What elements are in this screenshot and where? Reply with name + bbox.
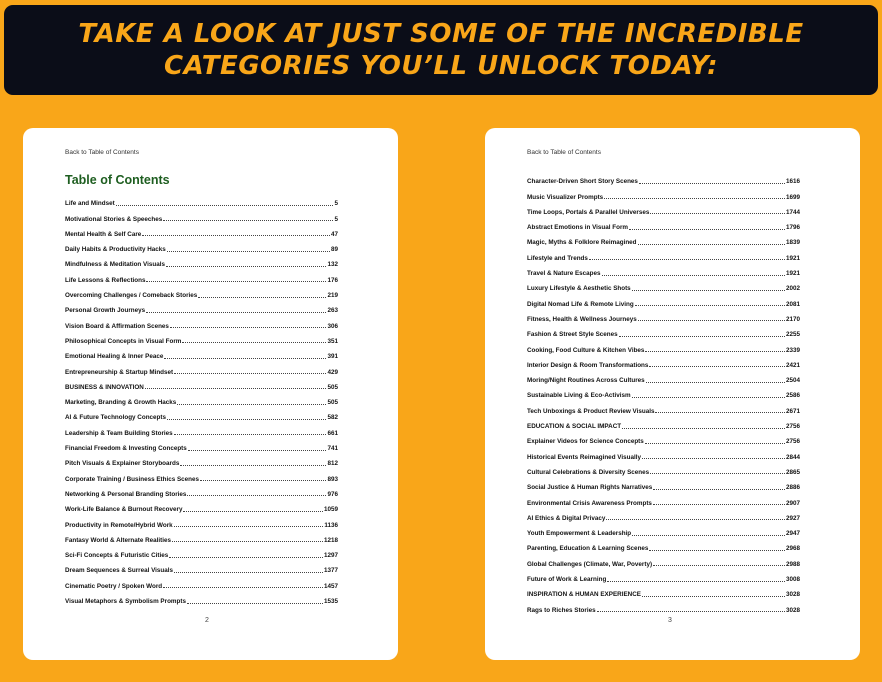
toc-entry-label: Rags to Riches Stories: [527, 606, 596, 614]
toc-entry[interactable]: [527, 461, 800, 476]
toc-entry[interactable]: [527, 170, 800, 185]
toc-entry-label: Moring/Night Routines Across Cultures: [527, 377, 645, 385]
toc-entry-label: Historical Events Reimagined Visually: [527, 453, 641, 461]
toc-entry-label: Social Justice & Human Rights Narratives: [527, 484, 653, 492]
dot-leader: [169, 557, 323, 558]
toc-entry-page: 2586: [785, 392, 800, 400]
toc-entry-page: 1839: [785, 239, 800, 247]
dot-leader: [622, 428, 785, 429]
dot-leader: [166, 266, 327, 267]
toc-entry-page: 1535: [323, 598, 338, 606]
toc-entry[interactable]: [527, 185, 800, 200]
toc-entry-page: 2844: [785, 453, 800, 461]
toc-entry-label: Pitch Visuals & Explainer Storyboards: [65, 460, 180, 468]
dot-leader: [145, 388, 327, 389]
dot-leader: [602, 275, 785, 276]
toc-entry-page: 2968: [785, 545, 800, 553]
dot-leader: [183, 511, 323, 512]
toc-entry-label: EDUCATION & SOCIAL IMPACT: [527, 423, 622, 431]
toc-entry-label: Leadership & Team Building Stories: [65, 429, 173, 437]
toc-entry[interactable]: [65, 360, 338, 375]
toc-entry-label: Youth Empowerment & Leadership: [527, 530, 632, 538]
toc-entry-page: 2756: [785, 423, 800, 431]
toc-entry-label: AI Ethics & Digital Privacy: [527, 514, 606, 522]
toc-entry-page: 2255: [785, 331, 800, 339]
toc-entry[interactable]: [527, 277, 800, 292]
dot-leader: [632, 290, 785, 291]
toc-entry-label: Philosophical Concepts in Visual Form: [65, 337, 182, 345]
toc-entry[interactable]: [65, 421, 338, 436]
toc-entry-page: 5: [334, 215, 338, 223]
toc-entry-label: Corporate Training / Business Ethics Scenes: [65, 475, 200, 483]
toc-entry-page: 2907: [785, 499, 800, 507]
toc-entry[interactable]: [65, 452, 338, 467]
toc-entry[interactable]: [527, 308, 800, 323]
dot-leader: [649, 366, 785, 367]
dot-leader: [629, 229, 785, 230]
toc-entry-label: Tech Unboxings & Product Review Visuals: [527, 407, 655, 415]
toc-entry-page: 2421: [785, 361, 800, 369]
toc-entry[interactable]: [65, 345, 338, 360]
dot-leader: [653, 565, 785, 566]
toc-entry[interactable]: [527, 415, 800, 430]
toc-entry-label: Dream Sequences & Surreal Visuals: [65, 567, 174, 575]
toc-entry[interactable]: [527, 369, 800, 384]
toc-entry-page: 2671: [785, 407, 800, 415]
toc-title: Table of Contents: [65, 173, 170, 187]
headline-banner: [4, 5, 878, 95]
toc-entry[interactable]: [527, 231, 800, 246]
toc-entry-label: Cultural Celebrations & Diversity Scenes: [527, 468, 650, 476]
dot-leader: [172, 541, 323, 542]
toc-entry-label: Sci-Fi Concepts & Futuristic Cities: [65, 552, 169, 560]
dot-leader: [198, 297, 326, 298]
dot-leader: [187, 603, 323, 604]
toc-entry-page: 2504: [785, 377, 800, 385]
toc-entry[interactable]: [65, 268, 338, 283]
toc-entry-page: 429: [327, 368, 338, 376]
toc-entry[interactable]: [527, 323, 800, 338]
toc-entry-page: 893: [327, 475, 338, 483]
toc-entry-page: 1699: [785, 193, 800, 201]
toc-entry[interactable]: [65, 559, 338, 574]
toc-entry[interactable]: [527, 354, 800, 369]
toc-entry-page: 505: [327, 383, 338, 391]
toc-entry-label: Mental Health & Self Care: [65, 230, 142, 238]
toc-entry-label: Music Visualizer Prompts: [527, 193, 604, 201]
dot-leader: [182, 342, 326, 343]
toc-entry-page: 2002: [785, 285, 800, 293]
toc-entry[interactable]: [527, 262, 800, 277]
toc-entry[interactable]: [65, 253, 338, 268]
dot-leader: [649, 550, 785, 551]
dot-leader: [619, 336, 785, 337]
toc-entry[interactable]: [527, 568, 800, 583]
toc-entry-page: 1297: [323, 552, 338, 560]
toc-entry-label: Fantasy World & Alternate Realities: [65, 536, 172, 544]
toc-page-right: [485, 128, 860, 660]
toc-page-left: [23, 128, 398, 660]
toc-list-right: [527, 170, 800, 614]
dot-leader: [653, 504, 785, 505]
toc-entry-page: 1377: [323, 567, 338, 575]
back-to-toc-link[interactable]: Back to Table of Contents: [65, 149, 139, 156]
dot-leader: [639, 183, 785, 184]
toc-entry-label: Emotional Healing & Inner Peace: [65, 353, 164, 361]
toc-entry[interactable]: [527, 552, 800, 567]
dot-leader: [650, 213, 785, 214]
toc-entry-label: Cooking, Food Culture & Kitchen Vibes: [527, 346, 645, 354]
toc-entry-label: BUSINESS & INNOVATION: [65, 383, 144, 391]
headline-line-1: TAKE A LOOK AT JUST SOME OF THE INCREDIBLE: [78, 19, 804, 49]
toc-entry-label: Vision Board & Affirmation Scenes: [65, 322, 169, 330]
dot-leader: [180, 465, 326, 466]
toc-entry[interactable]: [65, 284, 338, 299]
toc-entry-label: Abstract Emotions in Visual Form: [527, 224, 629, 232]
toc-entry-label: Parenting, Education & Learning Scenes: [527, 545, 649, 553]
page-number: 2: [205, 617, 209, 624]
dot-leader: [167, 419, 326, 420]
toc-entry-label: Interior Design & Room Transformations: [527, 361, 649, 369]
toc-entry[interactable]: [65, 192, 338, 207]
toc-entry-page: 3008: [785, 576, 800, 584]
dot-leader: [188, 450, 327, 451]
toc-entry-label: Cinematic Poetry / Spoken Word: [65, 582, 163, 590]
toc-entry-label: Character-Driven Short Story Scenes: [527, 178, 638, 186]
toc-entry[interactable]: [527, 445, 800, 460]
toc-entry[interactable]: [527, 491, 800, 506]
toc-entry-label: Networking & Personal Branding Stories: [65, 490, 187, 498]
toc-entry[interactable]: [65, 467, 338, 482]
toc-entry-label: Productivity in Remote/Hybrid Work: [65, 521, 173, 529]
toc-entry-page: 263: [327, 307, 338, 315]
back-to-toc-link[interactable]: Back to Table of Contents: [527, 149, 601, 156]
dot-leader: [174, 434, 327, 435]
toc-entry[interactable]: [65, 574, 338, 589]
toc-entry[interactable]: [65, 483, 338, 498]
dot-leader: [174, 572, 323, 573]
toc-entry[interactable]: [65, 376, 338, 391]
toc-entry-label: Magic, Myths & Folklore Reimagined: [527, 239, 637, 247]
toc-entry-page: 2170: [785, 315, 800, 323]
toc-entry-label: Work-Life Balance & Burnout Recovery: [65, 506, 183, 514]
dot-leader: [163, 220, 333, 221]
dot-leader: [177, 404, 326, 405]
toc-entry[interactable]: [65, 238, 338, 253]
toc-entry-label: Visual Metaphors & Symbolism Prompts: [65, 598, 186, 606]
toc-entry-page: 1616: [785, 178, 800, 186]
toc-entry-page: 5: [334, 200, 338, 208]
toc-entry-label: Sustainable Living & Eco-Activism: [527, 392, 631, 400]
toc-entry[interactable]: [527, 292, 800, 307]
dot-leader: [632, 397, 785, 398]
toc-entry-label: Luxury Lifestyle & Aesthetic Shots: [527, 285, 631, 293]
toc-entry-page: 1744: [785, 208, 800, 216]
toc-entry-page: 2886: [785, 484, 800, 492]
dot-leader: [167, 251, 330, 252]
toc-entry[interactable]: [527, 384, 800, 399]
toc-entry-label: Personal Growth Journeys: [65, 307, 146, 315]
toc-entry-page: 2339: [785, 346, 800, 354]
toc-entry-label: Motivational Stories & Speeches: [65, 215, 163, 223]
toc-entry-page: 505: [327, 399, 338, 407]
toc-entry-page: 976: [327, 490, 338, 498]
dot-leader: [174, 526, 324, 527]
dot-leader: [642, 596, 785, 597]
toc-entry[interactable]: [527, 399, 800, 414]
dot-leader: [174, 373, 326, 374]
toc-entry-label: Fashion & Street Style Scenes: [527, 331, 618, 339]
toc-entry-label: Financial Freedom & Investing Concepts: [65, 445, 187, 453]
toc-entry-page: 219: [327, 292, 338, 300]
toc-entry-label: Entrepreneurship & Startup Mindset: [65, 368, 174, 376]
dot-leader: [646, 382, 785, 383]
toc-entry[interactable]: [527, 507, 800, 522]
toc-entry-label: Overcoming Challenges / Comeback Stories: [65, 292, 198, 300]
toc-entry-page: 391: [327, 353, 338, 361]
toc-entry-page: 1457: [323, 582, 338, 590]
toc-entry-page: 3028: [785, 606, 800, 614]
toc-entry-page: 812: [327, 460, 338, 468]
toc-entry-label: Travel & Nature Escapes: [527, 270, 601, 278]
toc-entry-label: Life and Mindset: [65, 200, 115, 208]
dot-leader: [164, 358, 326, 359]
toc-entry-page: 351: [327, 337, 338, 345]
dot-leader: [642, 458, 785, 459]
dot-leader: [116, 205, 334, 206]
toc-entry-page: 1218: [323, 536, 338, 544]
toc-entry-label: Digital Nomad Life & Remote Living: [527, 300, 634, 308]
dot-leader: [589, 259, 785, 260]
toc-entry-label: Future of Work & Learning: [527, 576, 607, 584]
toc-entry-label: Daily Habits & Productivity Hacks: [65, 246, 166, 254]
toc-entry-label: Fitness, Health & Wellness Journeys: [527, 315, 637, 323]
dot-leader: [170, 327, 327, 328]
toc-entry-page: 2081: [785, 300, 800, 308]
dot-leader: [604, 198, 785, 199]
dot-leader: [200, 480, 326, 481]
toc-entry-page: 2927: [785, 514, 800, 522]
toc-entry[interactable]: [527, 338, 800, 353]
dot-leader: [632, 535, 785, 536]
toc-entry[interactable]: [65, 544, 338, 559]
toc-entry[interactable]: [65, 406, 338, 421]
toc-entry[interactable]: [527, 216, 800, 231]
toc-entry[interactable]: [65, 223, 338, 238]
toc-entry[interactable]: [527, 201, 800, 216]
dot-leader: [163, 587, 323, 588]
dot-leader: [645, 443, 785, 444]
toc-entry[interactable]: [65, 590, 338, 605]
toc-entry-page: 1921: [785, 254, 800, 262]
toc-entry-label: Mindfulness & Meditation Visuals: [65, 261, 165, 269]
dot-leader: [146, 281, 326, 282]
toc-entry[interactable]: [65, 513, 338, 528]
dot-leader: [146, 312, 326, 313]
toc-entry-label: Life Lessons & Reflections: [65, 276, 146, 284]
toc-entry-page: 1921: [785, 270, 800, 278]
toc-entry-page: 89: [330, 246, 338, 254]
toc-entry[interactable]: [65, 314, 338, 329]
toc-entry[interactable]: [527, 537, 800, 552]
dot-leader: [645, 351, 785, 352]
toc-entry[interactable]: [65, 529, 338, 544]
toc-entry[interactable]: [65, 299, 338, 314]
toc-entry[interactable]: [527, 598, 800, 613]
toc-entry-label: Environmental Crisis Awareness Prompts: [527, 499, 652, 507]
toc-entry-page: 1136: [324, 521, 338, 529]
toc-entry[interactable]: [65, 498, 338, 513]
dot-leader: [650, 473, 785, 474]
toc-entry[interactable]: [65, 391, 338, 406]
toc-entry-page: 661: [327, 429, 338, 437]
toc-entry[interactable]: [527, 430, 800, 445]
toc-entry-page: 132: [327, 261, 338, 269]
toc-entry[interactable]: [65, 207, 338, 222]
toc-entry[interactable]: [527, 522, 800, 537]
toc-entry-page: 176: [327, 276, 338, 284]
dot-leader: [187, 495, 326, 496]
dot-leader: [653, 489, 785, 490]
toc-entry-page: 3028: [785, 591, 800, 599]
dot-leader: [638, 244, 785, 245]
toc-entry[interactable]: [527, 246, 800, 261]
toc-entry-label: Time Loops, Portals & Parallel Universes: [527, 208, 650, 216]
headline-line-2: CATEGORIES YOU’LL UNLOCK TODAY:: [164, 51, 718, 81]
toc-entry[interactable]: [65, 330, 338, 345]
toc-entry-page: 2947: [785, 530, 800, 538]
toc-entry-page: 2988: [785, 560, 800, 568]
dot-leader: [607, 581, 785, 582]
toc-entry-page: 2865: [785, 468, 800, 476]
toc-entry-label: Lifestyle and Trends: [527, 254, 588, 262]
toc-entry-label: INSPIRATION & HUMAN EXPERIENCE: [527, 591, 641, 599]
dot-leader: [142, 235, 330, 236]
toc-entry-page: 306: [327, 322, 338, 330]
toc-entry-page: 741: [327, 445, 338, 453]
dot-leader: [638, 320, 785, 321]
toc-entry[interactable]: [527, 583, 800, 598]
dot-leader: [655, 412, 785, 413]
toc-entry-page: 2756: [785, 438, 800, 446]
dot-leader: [606, 519, 785, 520]
page-number: 3: [668, 617, 672, 624]
toc-entry-page: 1059: [323, 506, 338, 514]
toc-entry[interactable]: [65, 437, 338, 452]
toc-entry-page: 1796: [785, 224, 800, 232]
toc-entry[interactable]: [527, 476, 800, 491]
dot-leader: [597, 611, 785, 612]
toc-entry-label: Explainer Videos for Science Concepts: [527, 438, 644, 446]
toc-entry-label: AI & Future Technology Concepts: [65, 414, 166, 422]
toc-entry-label: Global Challenges (Climate, War, Poverty): [527, 560, 653, 568]
toc-entry-page: 47: [330, 230, 338, 238]
toc-entry-page: 582: [327, 414, 338, 422]
dot-leader: [635, 305, 785, 306]
toc-list-left: [65, 192, 338, 605]
toc-entry-label: Marketing, Branding & Growth Hacks: [65, 399, 177, 407]
